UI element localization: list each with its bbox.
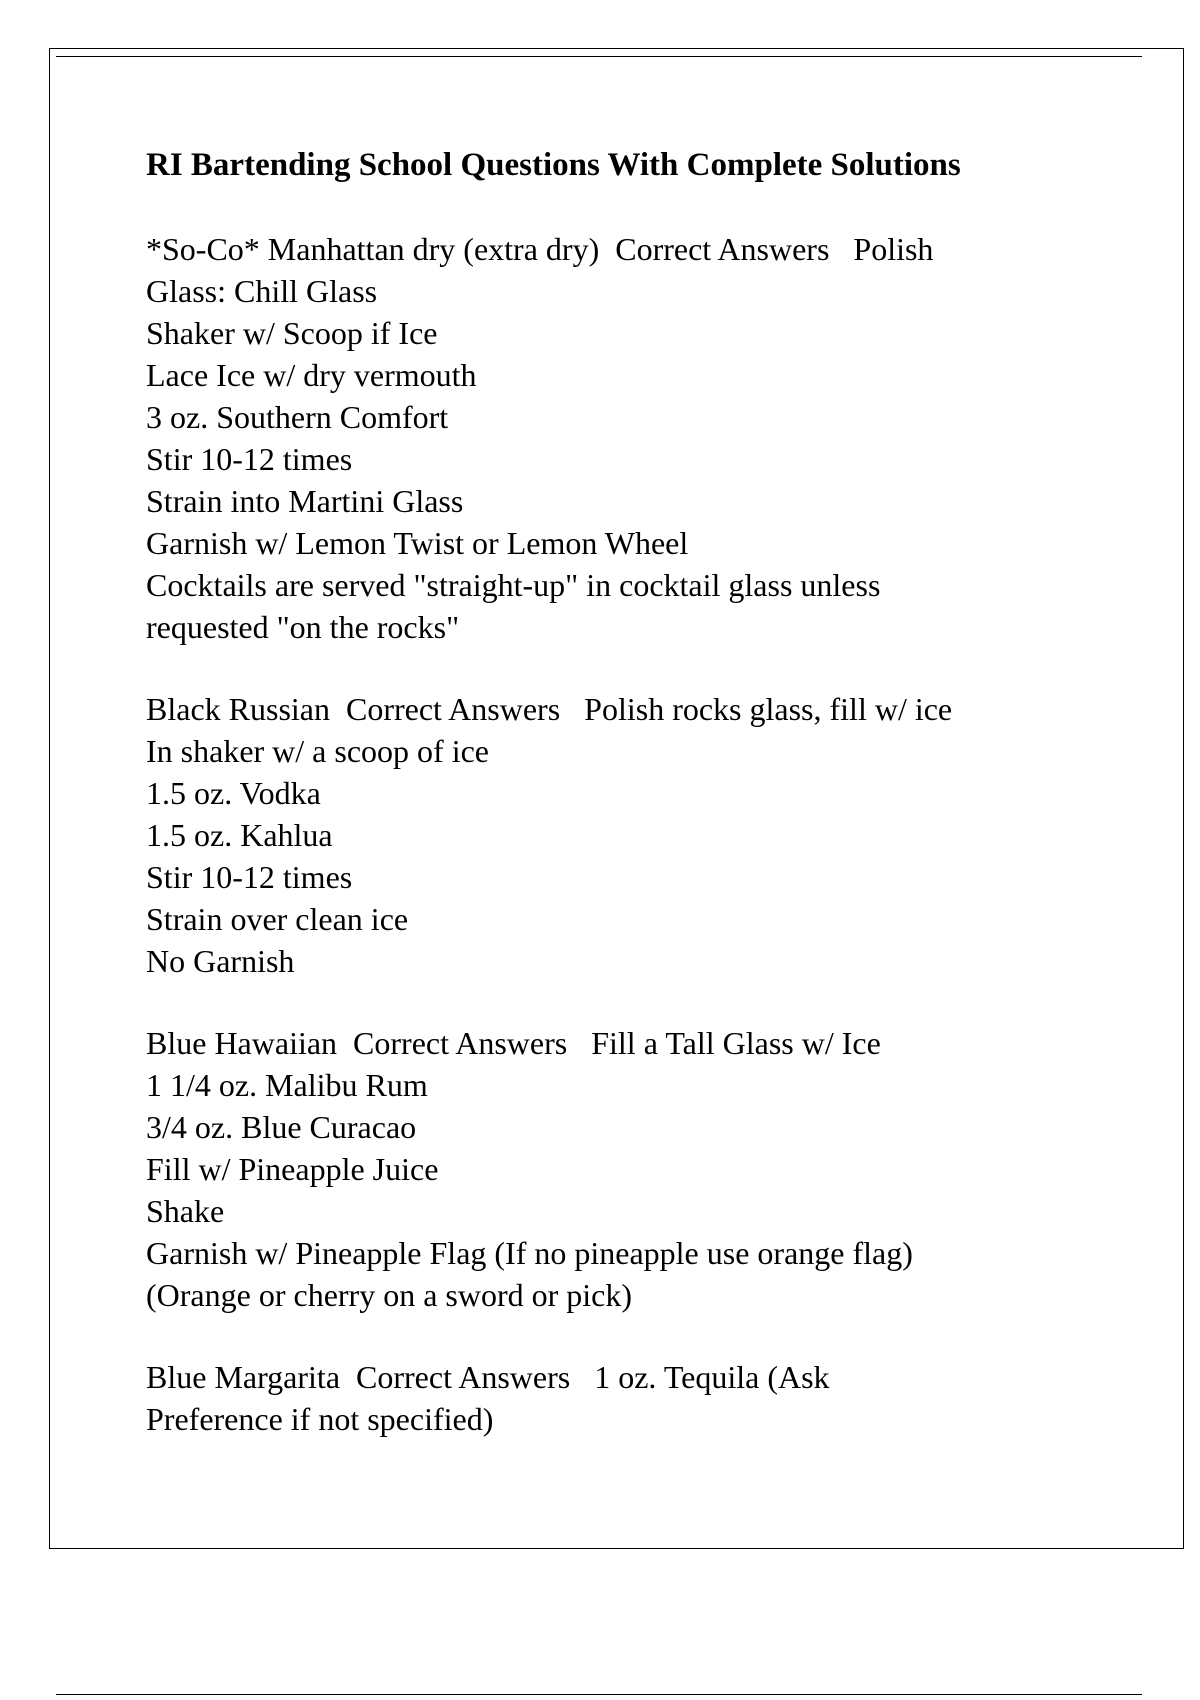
entry-line: 3/4 oz. Blue Curacao: [146, 1109, 417, 1145]
entry-soco-manhattan: [146, 228, 1146, 648]
entry-line: 1.5 oz. Kahlua: [146, 817, 333, 853]
document-body: [146, 144, 1146, 1480]
entry-line: 3 oz. Southern Comfort: [146, 399, 449, 435]
entry-line: Garnish w/ Pineapple Flag (If no pineapple use orange flag): [146, 1235, 913, 1271]
entry-line: Stir 10-12 times: [146, 859, 353, 895]
entry-line: Preference if not specified): [146, 1401, 494, 1437]
entry-line: Fill w/ Pineapple Juice: [146, 1151, 439, 1187]
document-title: RI Bartending School Questions With Complete Solutions: [146, 147, 961, 183]
entry-line: Strain over clean ice: [146, 901, 409, 937]
entry-line: In shaker w/ a scoop of ice: [146, 733, 489, 769]
entry-line: Black Russian Correct Answers Polish rocks glass, fill w/ ice: [146, 691, 953, 727]
entry-line: (Orange or cherry on a sword or pick): [146, 1277, 633, 1313]
entry-line: requested "on the rocks": [146, 609, 460, 645]
entry-line: Shaker w/ Scoop if Ice: [146, 315, 438, 351]
entry-line: 1 1/4 oz. Malibu Rum: [146, 1067, 428, 1103]
entry-line: Blue Hawaiian Correct Answers Fill a Tall Glass w/ Ice: [146, 1025, 881, 1061]
entry-black-russian: [146, 688, 1146, 982]
entry-line: *So-Co* Manhattan dry (extra dry) Correct Answers Polish: [146, 231, 934, 267]
entry-blue-hawaiian: [146, 1022, 1146, 1316]
entry-line: Strain into Martini Glass: [146, 483, 464, 519]
header-rule: [56, 56, 1142, 57]
entry-line: Lace Ice w/ dry vermouth: [146, 357, 477, 393]
entry-line: Stir 10-12 times: [146, 441, 353, 477]
entry-line: Shake: [146, 1193, 225, 1229]
entry-line: Blue Margarita Correct Answers 1 oz. Tequila (Ask: [146, 1359, 830, 1395]
footer-rule: [56, 1694, 1142, 1695]
entry-line: Garnish w/ Lemon Twist or Lemon Wheel: [146, 525, 689, 561]
entry-line: Glass: Chill Glass: [146, 273, 378, 309]
entry-blue-margarita: [146, 1356, 1146, 1440]
entry-line: 1.5 oz. Vodka: [146, 775, 321, 811]
entry-line: No Garnish: [146, 943, 295, 979]
entry-line: Cocktails are served "straight-up" in cocktail glass unless: [146, 567, 881, 603]
